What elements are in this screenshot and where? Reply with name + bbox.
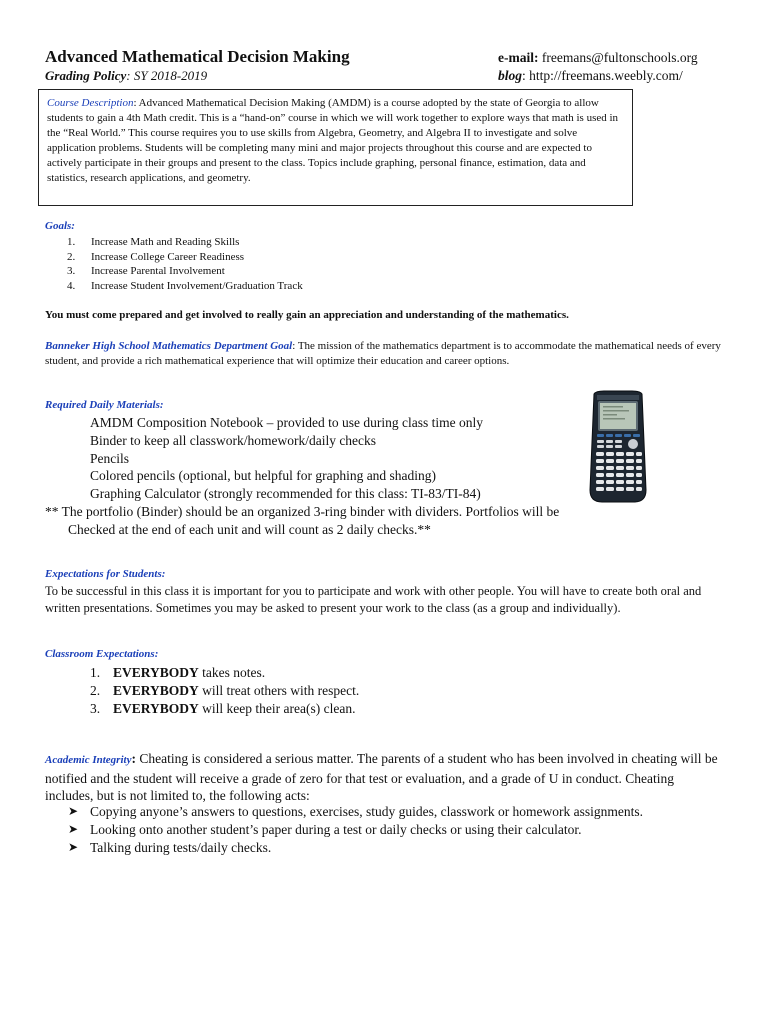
item-emphasis: EVERYBODY [113, 682, 199, 698]
item-emphasis: EVERYBODY [113, 665, 199, 680]
department-goal [45, 339, 750, 369]
portfolio-note-line: Checked at the end of each unit and will count as 2 daily checks.** [68, 521, 431, 537]
classroom-expectations-heading: Classroom Expectations: [45, 648, 159, 660]
item-number: 2. [90, 682, 101, 698]
item-rest: will treat others with respect. [198, 682, 360, 698]
academic-integrity-text: Cheating is considered a serious matter. The parents of a student who has been involved in cheating will be notified and the student will receive a grade of zero for that test or evaluation, and a grade of U in conduct. Cheating includes, but is not limited to, the following acts: [45, 751, 718, 803]
blog-url[interactable]: http://freemans.weebly.com/ [529, 68, 683, 83]
document-title: Advanced Mathematical Decision Making [45, 47, 350, 66]
department-goal-label: Banneker High School Mathematics Department Goal [45, 340, 293, 352]
classroom-expectations-list [90, 664, 359, 717]
list-item [67, 264, 303, 279]
item-number: 3. [90, 700, 101, 716]
item-rest: takes notes. [198, 665, 266, 680]
list-item [90, 700, 359, 718]
blog-separator: : [522, 68, 526, 83]
arrow-bullet-icon: ➤ [68, 839, 79, 854]
arrow-bullet-icon: ➤ [68, 804, 79, 818]
portfolio-note [45, 503, 685, 539]
arrow-bullet-icon: ➤ [68, 821, 79, 836]
goal-number: 4. [67, 279, 76, 292]
goal-text: Increase Student Involvement/Graduation Track [91, 279, 303, 292]
expectations-text: To be successful in this class it is important for you to participate and work with other people. You will have to create both oral and written presentations. Sometimes you may be asked to present your work to the class (as a group and individually). [45, 584, 702, 615]
item-emphasis: EVERYBODY [113, 700, 199, 716]
list-item [68, 821, 643, 839]
email-label: e-mail: [498, 50, 539, 65]
list-item: AMDM Composition Notebook – provided to use during class time only [90, 415, 483, 430]
goal-number: 3. [67, 265, 76, 278]
graphing-calculator-image [588, 390, 648, 504]
list-item [90, 664, 359, 682]
goals-heading: Goals: [45, 220, 75, 232]
prepared-statement: You must come prepared and get involved to really gain an appreciation and understanding of the mathematics. [45, 309, 569, 321]
academic-integrity-label: Academic Integrity [45, 754, 132, 766]
email-address[interactable]: freemans@fultonschools.org [541, 50, 698, 65]
academic-integrity [45, 750, 725, 805]
item-number: 1. [90, 665, 101, 680]
list-item [67, 279, 303, 294]
grading-policy-separator: : [126, 68, 131, 83]
list-item [67, 235, 303, 250]
item-text [113, 682, 359, 700]
item-text [113, 700, 355, 718]
goal-text: Increase Math and Reading Skills [91, 236, 240, 248]
list-item: Colored pencils (optional, but helpful for graphing and shading) [90, 468, 437, 484]
list-item [68, 803, 643, 821]
goals-list [67, 235, 303, 293]
grading-policy-line [45, 68, 207, 84]
academic-integrity-colon: : [131, 751, 136, 766]
department-goal-text: : The mission of the mathematics department is to accommodate the mathematical needs of every student, and provide a rich mathematical experience that will optimize their education and career options. [45, 340, 721, 367]
course-description-label: Course Description [47, 97, 134, 109]
goal-number: 2. [67, 250, 76, 263]
list-item [68, 839, 643, 857]
cheating-acts-list [68, 803, 643, 856]
school-year: SY 2018-2019 [133, 68, 208, 83]
blog-line [498, 68, 683, 84]
goal-text: Increase College Career Readiness [91, 250, 245, 263]
act-text: Looking onto another student’s paper during a test or daily checks or using their calculator. [90, 821, 582, 837]
goal-text: Increase Parental Involvement [91, 265, 225, 278]
act-text: Copying anyone’s answers to questions, exercises, study guides, classwork or homework assignments. [90, 804, 644, 819]
list-item: Graphing Calculator (strongly recommended for this class: TI-83/TI-84) [90, 486, 481, 502]
expectations-heading: Expectations for Students: [45, 568, 166, 580]
email-line [498, 50, 698, 66]
goal-number: 1. [67, 236, 76, 248]
list-item [67, 250, 303, 265]
course-description-text: : Advanced Mathematical Decision Making (AMDM) is a course adopted by the state of Georgia to allow students to gain a 4th Math credit. This is a “hand-on” course in which we will work together to explore ways that math is used in the “Real World.” This course requires you to use skills from Algebra, Geometry, and Algebra II to investigate and solve application problems. Students will be completing many mini and major projects throughout this course and are expected to actively participate in their groups and present to the class. Topics include graphing, personal finance, estimation, data and statistics, research applications, and geometry. [47, 97, 619, 184]
list-item [90, 682, 359, 700]
materials-heading: Required Daily Materials: [45, 399, 164, 411]
materials-list [90, 414, 483, 503]
act-text: Talking during tests/daily checks. [90, 839, 272, 855]
grading-policy-label: Grading Policy [45, 68, 127, 83]
blog-label: blog [498, 68, 523, 83]
item-text [113, 664, 265, 682]
portfolio-note-line: ** The portfolio (Binder) should be an organized 3-ring binder with dividers. Portfolios will be [45, 504, 560, 519]
item-rest: will keep their area(s) clean. [198, 700, 356, 716]
list-item: Binder to keep all classwork/homework/daily checks [90, 432, 377, 448]
list-item: Pencils [90, 450, 129, 466]
course-description-box [38, 89, 633, 206]
